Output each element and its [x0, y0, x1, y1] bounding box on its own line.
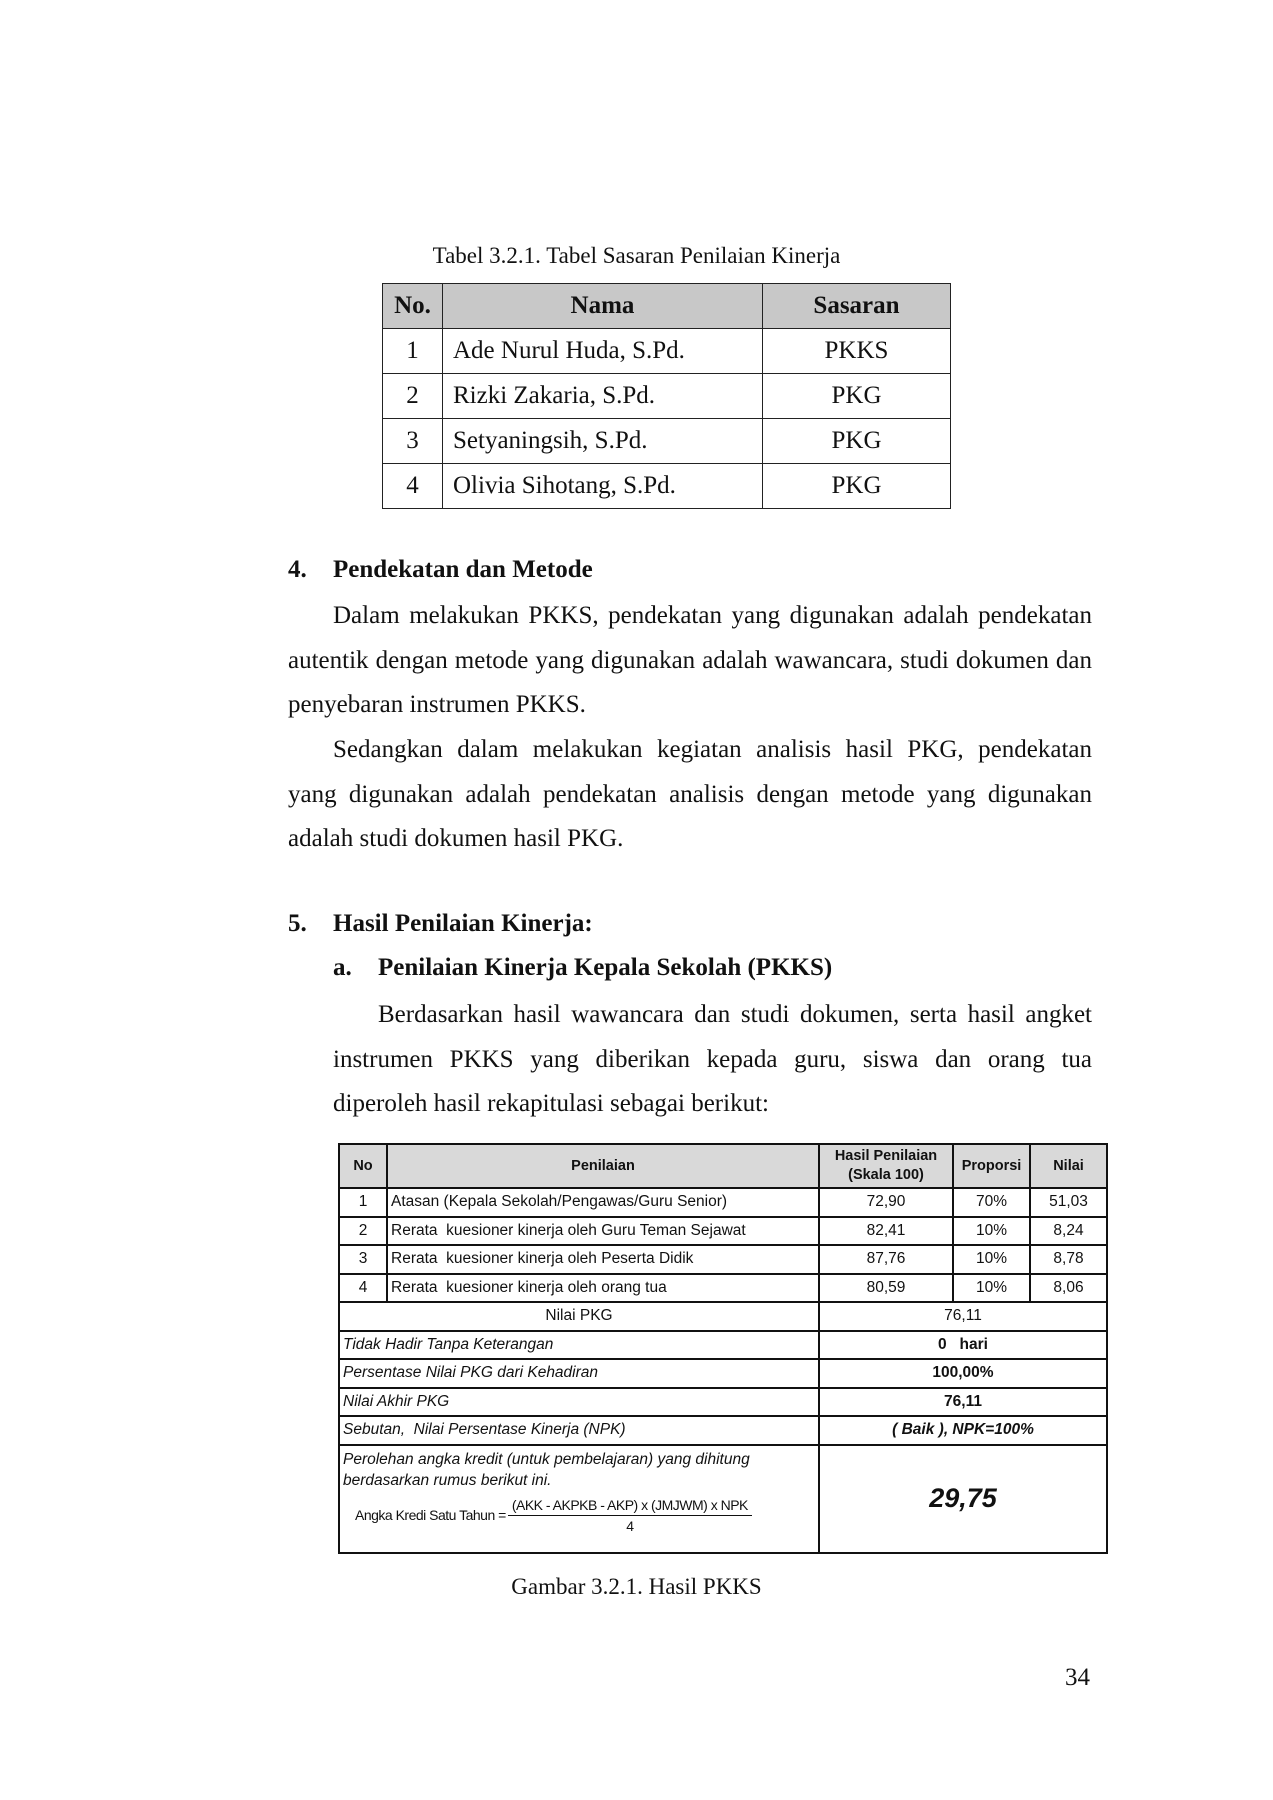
header-sasaran: Sasaran	[763, 284, 951, 329]
cell-no: 4	[383, 464, 443, 509]
tidak-hadir-row	[339, 1331, 1107, 1360]
paragraph-rest: yang digunakan adalah pendekatan analisis dengan metode yang digunakan adalah studi dokumen hasil PKG.	[288, 780, 1092, 852]
cell-sasaran: PKG	[763, 419, 951, 464]
section-5-paragraph	[333, 993, 1092, 1127]
cell-nilai: 8,06	[1030, 1274, 1107, 1303]
cell-hasil: 82,41	[819, 1217, 953, 1246]
angka-kredit-value: 29,75	[819, 1445, 1107, 1553]
table-row	[339, 1188, 1107, 1217]
header-nilai: Nilai	[1030, 1144, 1107, 1188]
nilai-pkg-label: Nilai PKG	[339, 1302, 819, 1331]
tidak-hadir-label: Tidak Hadir Tanpa Keterangan	[339, 1331, 819, 1360]
header-penilaian: Penilaian	[387, 1144, 819, 1188]
header-no: No.	[383, 284, 443, 329]
section-4-number: 4.	[288, 556, 307, 583]
section-4-paragraph-2	[288, 728, 1092, 862]
section-4-title: Pendekatan dan Metode	[333, 556, 593, 583]
table-row	[383, 419, 951, 464]
section-4-paragraph-1	[288, 594, 1092, 728]
subsection-a-letter: a.	[333, 954, 352, 981]
sebutan-value: ( Baik ), NPK=100%	[819, 1416, 1107, 1445]
paragraph-first-line: Dalam melakukan PKKS, pendekatan yang digunakan adalah pendekatan	[333, 602, 1092, 629]
angka-kredit-cell	[339, 1445, 819, 1553]
formula-denominator: 4	[626, 1517, 634, 1534]
paragraph-first-line: Sedangkan dalam melakukan kegiatan analisis hasil PKG, pendekatan	[333, 736, 1092, 763]
persentase-label: Persentase Nilai PKG dari Kehadiran	[339, 1359, 819, 1388]
pkks-header-row	[339, 1144, 1107, 1188]
cell-proporsi: 10%	[953, 1217, 1030, 1246]
cell-nama: Ade Nurul Huda, S.Pd.	[443, 329, 763, 374]
sebutan-row	[339, 1416, 1107, 1445]
cell-nilai: 8,78	[1030, 1245, 1107, 1274]
sebutan-label: Sebutan, Nilai Persentase Kinerja (NPK)	[339, 1416, 819, 1445]
cell-no: 3	[339, 1245, 387, 1274]
nilai-akhir-label: Nilai Akhir PKG	[339, 1388, 819, 1417]
cell-no: 1	[339, 1188, 387, 1217]
paragraph-first-line: Berdasarkan hasil wawancara dan studi dokumen, serta hasil angket	[378, 1001, 1092, 1028]
cell-no: 2	[339, 1217, 387, 1246]
page-number: 34	[1065, 1664, 1090, 1691]
table-row	[339, 1274, 1107, 1303]
cell-penilaian: Rerata kuesioner kinerja oleh Peserta Didik	[387, 1245, 819, 1274]
nilai-akhir-value: 76,11	[819, 1388, 1107, 1417]
table-header-row	[383, 284, 951, 329]
angka-kredit-formula	[355, 1497, 815, 1534]
perolehan-label: Perolehan angka kredit (untuk pembelajaran) yang dihitung berdasarkan rumus berikut ini.	[343, 1450, 750, 1489]
formula-fraction	[508, 1497, 752, 1534]
header-hasil-line1: Hasil Penilaian	[834, 1148, 938, 1164]
cell-hasil: 80,59	[819, 1274, 953, 1303]
cell-nama: Rizki Zakaria, S.Pd.	[443, 374, 763, 419]
cell-proporsi: 10%	[953, 1274, 1030, 1303]
cell-nilai: 51,03	[1030, 1188, 1107, 1217]
cell-sasaran: PKG	[763, 464, 951, 509]
nilai-akhir-row	[339, 1388, 1107, 1417]
sasaran-table	[382, 283, 951, 509]
pkks-result-table	[338, 1143, 1108, 1554]
subsection-a-title: Penilaian Kinerja Kepala Sekolah (PKKS)	[378, 954, 833, 981]
cell-no: 2	[383, 374, 443, 419]
section-5-number: 5.	[288, 910, 307, 937]
paragraph-rest: instrumen PKKS yang diberikan kepada guru, siswa dan orang tua diperoleh hasil rekapitulasi sebagai berikut:	[333, 1045, 1092, 1117]
table-row	[383, 464, 951, 509]
formula-numerator: (AKK - AKPKB - AKP) x (JMJWM) x NPK	[508, 1497, 752, 1516]
cell-no: 3	[383, 419, 443, 464]
table-row	[383, 374, 951, 419]
angka-kredit-row	[339, 1445, 1107, 1553]
cell-proporsi: 70%	[953, 1188, 1030, 1217]
header-nama: Nama	[443, 284, 763, 329]
figure-caption: Gambar 3.2.1. Hasil PKKS	[511, 1574, 762, 1599]
cell-nama: Setyaningsih, S.Pd.	[443, 419, 763, 464]
cell-hasil: 72,90	[819, 1188, 953, 1217]
persentase-value: 100,00%	[819, 1359, 1107, 1388]
table-caption: Tabel 3.2.1. Tabel Sasaran Penilaian Kinerja	[432, 243, 841, 268]
cell-sasaran: PKKS	[763, 329, 951, 374]
cell-penilaian: Rerata kuesioner kinerja oleh orang tua	[387, 1274, 819, 1303]
tidak-hadir-value: 0 hari	[819, 1331, 1107, 1360]
section-5-title: Hasil Penilaian Kinerja:	[333, 910, 593, 937]
cell-nilai: 8,24	[1030, 1217, 1107, 1246]
cell-penilaian: Rerata kuesioner kinerja oleh Guru Teman Sejawat	[387, 1217, 819, 1246]
header-hasil	[819, 1144, 953, 1188]
cell-nama: Olivia Sihotang, S.Pd.	[443, 464, 763, 509]
nilai-pkg-row	[339, 1302, 1107, 1331]
header-no: No	[339, 1144, 387, 1188]
cell-no: 1	[383, 329, 443, 374]
nilai-pkg-value: 76,11	[819, 1302, 1107, 1331]
table-row	[339, 1245, 1107, 1274]
paragraph-rest: autentik dengan metode yang digunakan adalah wawancara, studi dokumen dan penyebaran instrumen PKKS.	[288, 646, 1092, 718]
formula-lhs: Angka Kredi Satu Tahun =	[355, 1507, 506, 1523]
persentase-row	[339, 1359, 1107, 1388]
cell-proporsi: 10%	[953, 1245, 1030, 1274]
table-row	[383, 329, 951, 374]
cell-sasaran: PKG	[763, 374, 951, 419]
header-proporsi: Proporsi	[953, 1144, 1030, 1188]
header-hasil-line2: (Skala 100)	[848, 1167, 924, 1183]
cell-penilaian: Atasan (Kepala Sekolah/Pengawas/Guru Senior)	[387, 1188, 819, 1217]
cell-no: 4	[339, 1274, 387, 1303]
table-row	[339, 1217, 1107, 1246]
cell-hasil: 87,76	[819, 1245, 953, 1274]
